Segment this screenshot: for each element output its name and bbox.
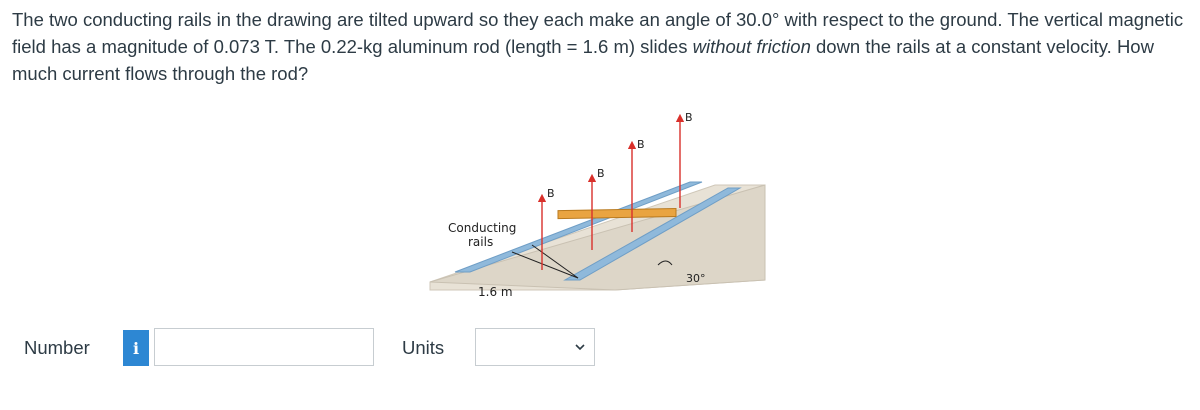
question-emphasis: without friction [692,36,811,57]
answer-row [0,328,1200,372]
info-icon[interactable]: i [123,330,149,366]
field-label-2: B [597,167,605,180]
incline-rails-diagram [420,100,800,300]
question-part-1: The two conducting rails in the drawing are tilted upward so they each make an angle of 30.0° with respect to the ground. The vertical magnetic field has a magnitude of 0.073 T. The 0.22-kg aluminum rod (length = 1.6 m) slides [12,9,1184,57]
number-label: Number [24,337,90,358]
number-input[interactable] [154,328,374,366]
aluminum-rod [558,209,676,219]
units-select[interactable] [475,328,595,366]
diagram-svg [420,100,800,300]
angle-label: 30° [686,272,706,285]
length-label: 1.6 m [478,285,513,299]
question-part-2: down the rails at a constant velocity. How much current flows through the rod? [12,36,1154,84]
question-text [12,6,1188,87]
field-label-1: B [547,187,555,200]
field-label-3: B [637,138,645,151]
chevron-down-icon [574,339,586,355]
rails-label-line-1: Conducting [448,221,517,235]
field-label-4: B [685,111,693,124]
units-label: Units [402,337,445,358]
rails-label-line-2: rails [468,235,494,249]
